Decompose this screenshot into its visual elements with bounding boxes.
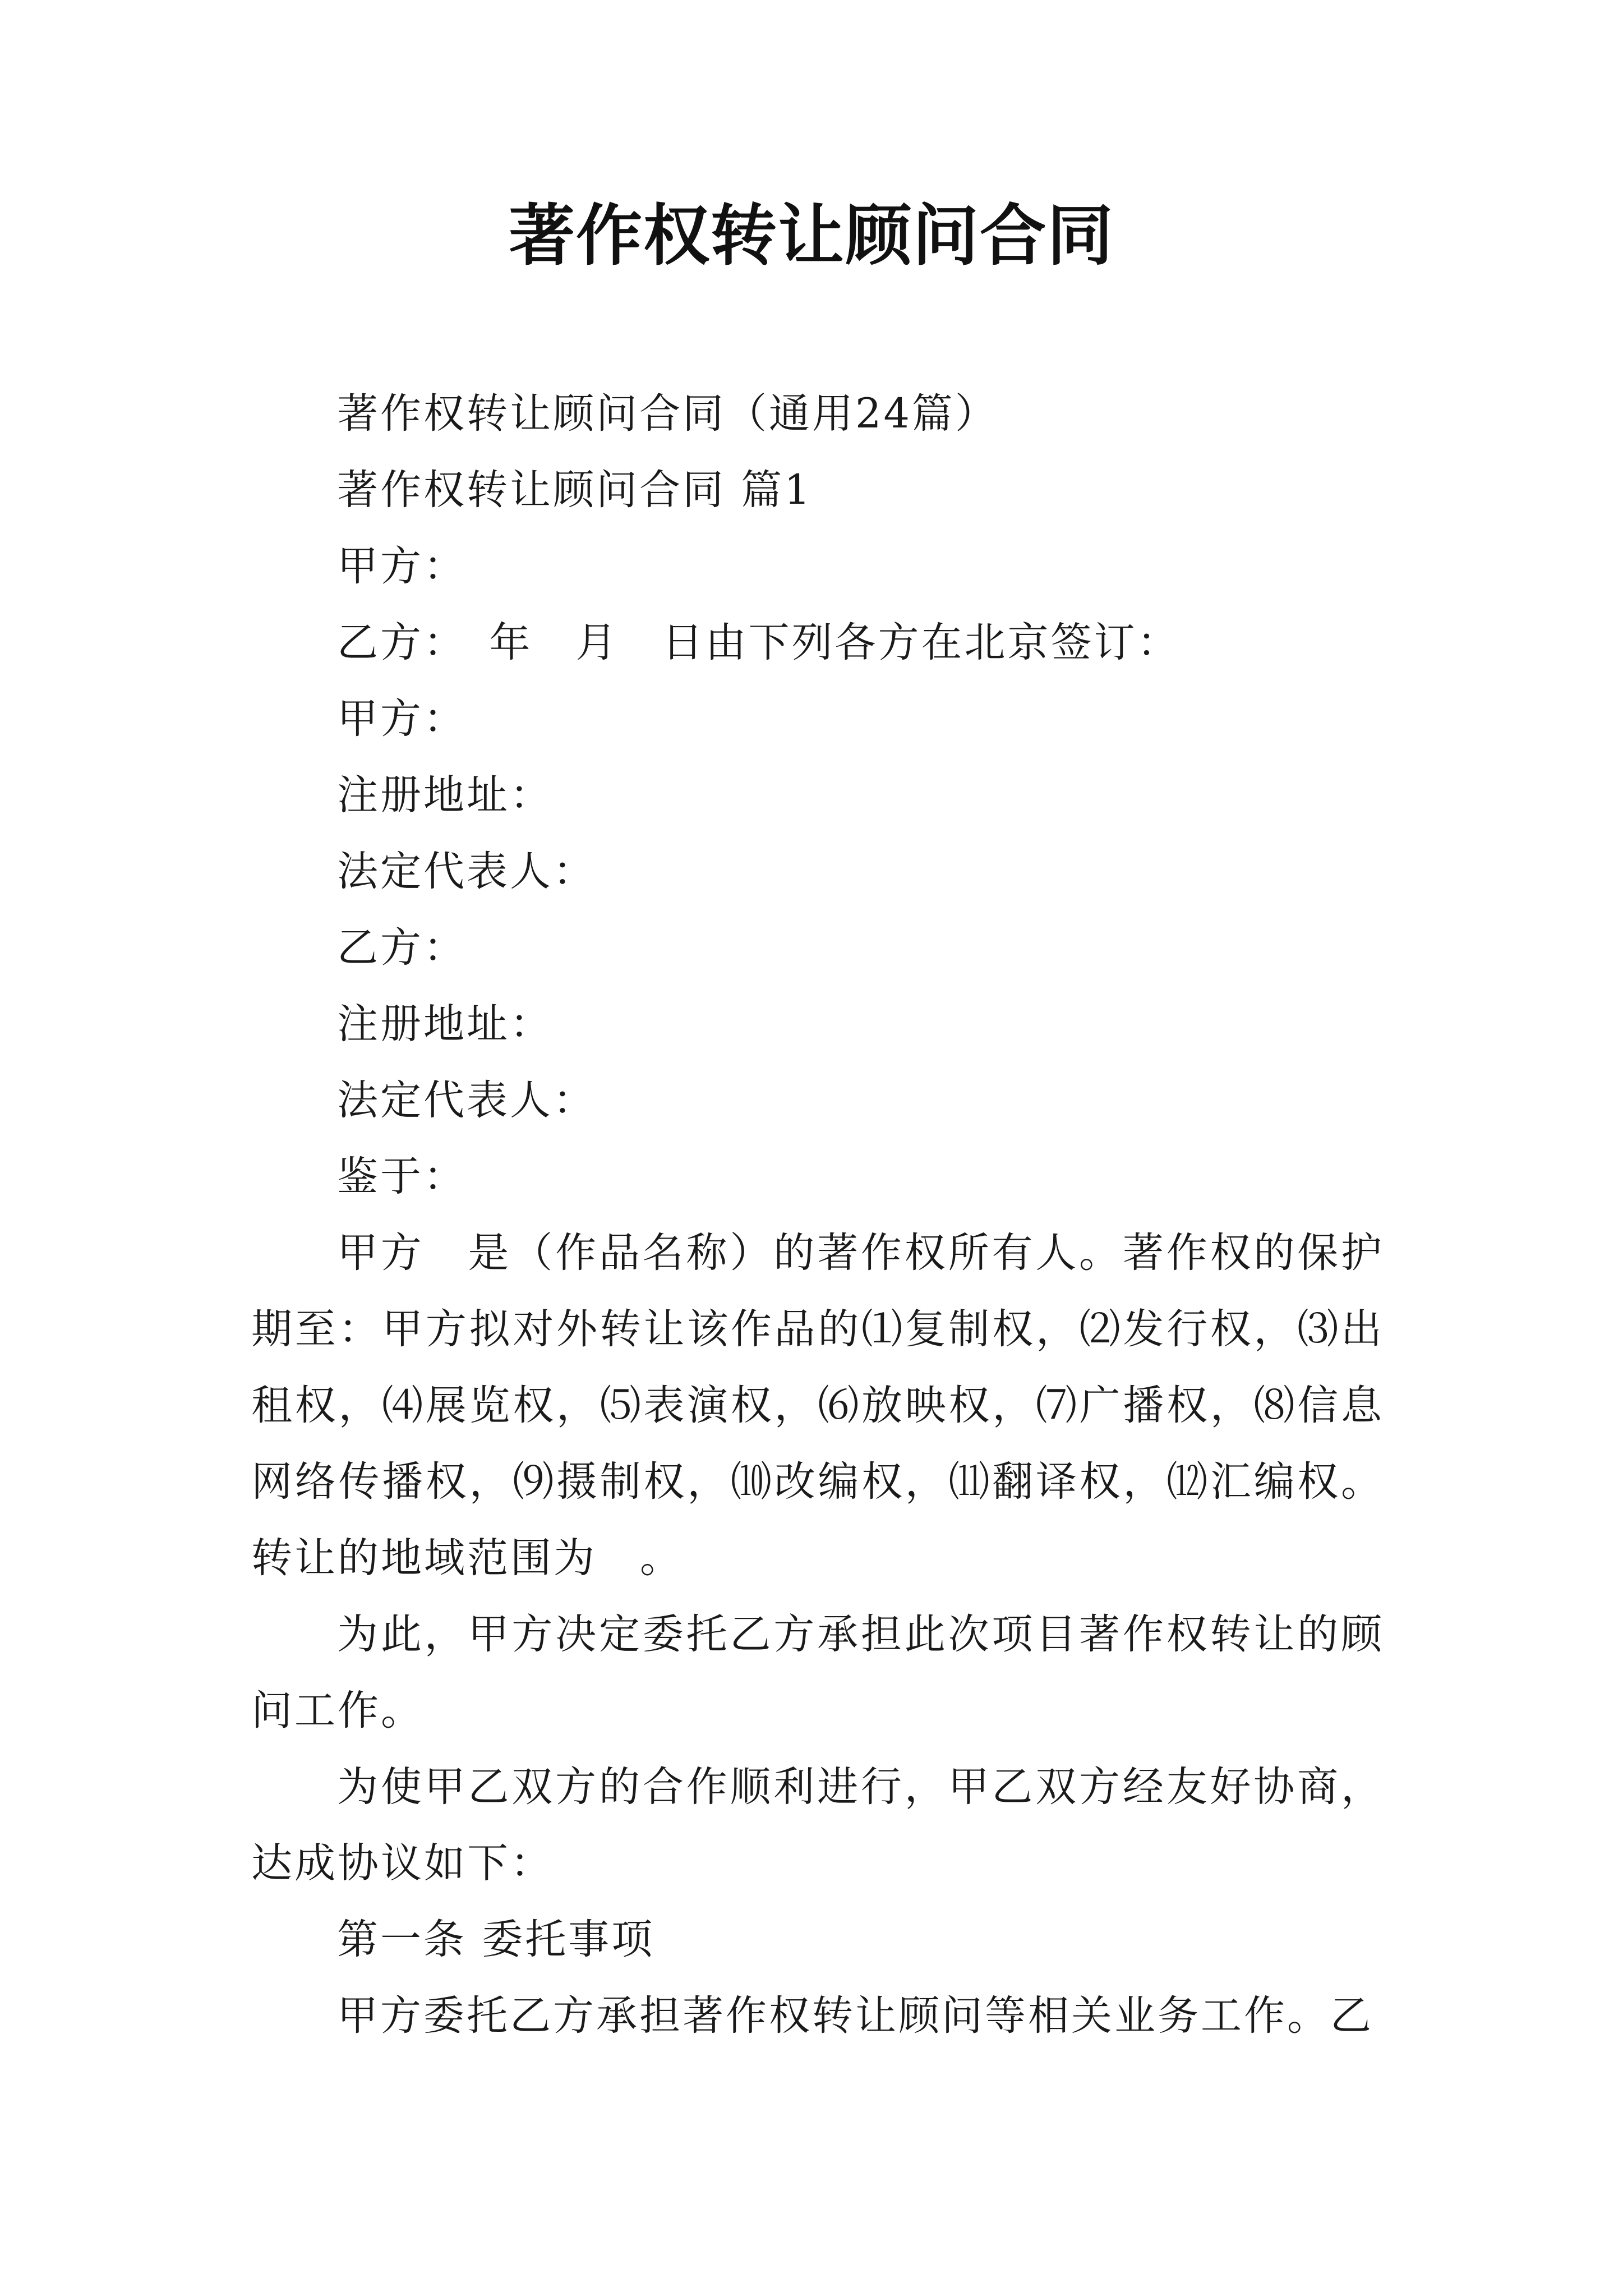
document-subtitle: 著作权转让顾问合同（通用24篇） bbox=[337, 390, 998, 438]
document-title: 著作权转让顾问合同 bbox=[508, 197, 1114, 274]
legal-representative-line: 法定代表人： bbox=[337, 1076, 596, 1124]
agreement-intro-paragraph: 为使甲乙双方的合作顺利进行，甲乙双方经友好协商，达成协议如下： bbox=[251, 1763, 1384, 1887]
party-a-line: 甲方： bbox=[337, 695, 467, 743]
consultant-appointment-paragraph: 为此，甲方决定委托乙方承担此次项目著作权转让的顾问工作。 bbox=[251, 1611, 1384, 1734]
registered-address-line: 注册地址： bbox=[337, 1000, 553, 1048]
party-a-line: 甲方： bbox=[337, 542, 467, 590]
article-heading: 第一条 委托事项 bbox=[337, 1916, 655, 1963]
section-heading: 著作权转让顾问合同 篇1 bbox=[337, 466, 813, 514]
whereas-line: 鉴于： bbox=[337, 1153, 467, 1200]
registered-address-line: 注册地址： bbox=[337, 771, 553, 819]
party-b-signing-line: 乙方： 年 月 日由下列各方在北京签订： bbox=[337, 619, 1181, 666]
party-b-line: 乙方： bbox=[337, 924, 467, 972]
legal-representative-line: 法定代表人： bbox=[337, 848, 596, 895]
article-first-line: 甲方委托乙方承担著作权转让顾问等相关业务工作。乙 bbox=[337, 1992, 1373, 2040]
document-body bbox=[251, 376, 1384, 2054]
copyright-rights-paragraph: 甲方 是（作品名称）的著作权所有人。著作权的保护期至：甲方拟对外转让该作品的⑴复制权，⑵发行权，⑶出租权，⑷展览权，⑸表演权，⑹放映权，⑺广播权，⑻信息网络传播权，⑼摄制权，⑽改编权，⑾翻译权，⑿汇编权。转让的地域范围为 。 bbox=[251, 1229, 1384, 1582]
